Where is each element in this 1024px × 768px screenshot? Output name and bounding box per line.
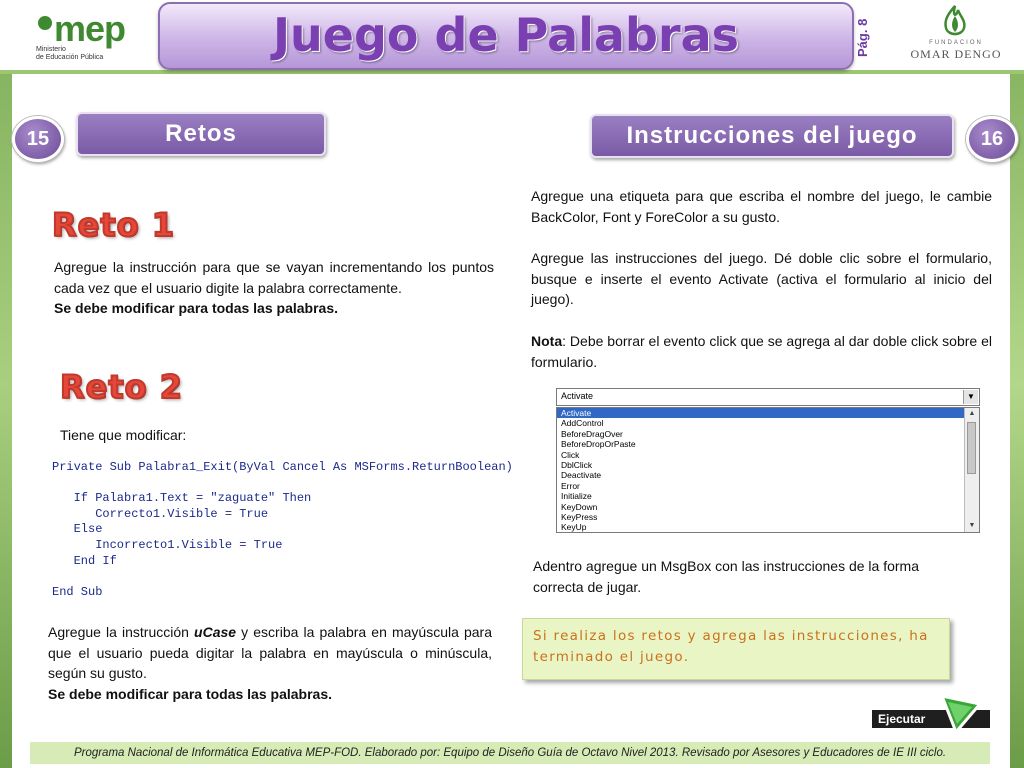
list-item[interactable]: KeyUp: [561, 522, 587, 533]
scroll-thumb[interactable]: [967, 422, 976, 474]
note-text: : Debe borrar el evento click que se agrega al dar doble click sobre el formulario.: [531, 333, 992, 370]
reto-1-title: Reto 1: [52, 206, 176, 244]
code-line: If Palabra1.Text = "zaguate" Then: [52, 491, 312, 506]
event-combo[interactable]: [556, 388, 980, 406]
list-item[interactable]: BeforeDragOver: [561, 428, 623, 439]
note-label: Nota: [531, 333, 563, 349]
title-banner: [158, 2, 854, 70]
scroll-down-icon[interactable]: ▼: [968, 522, 976, 529]
reto-1-instruction: Agregue la instrucción para que se vayan incrementando los puntos cada vez que el usuario digite la palabra correctamente.: [54, 259, 494, 296]
reto-2-text-after: y escriba la palabra en mayúscula para que el usuario pueda digitar la palabra en mayúscula o minúscula, según su gusto.: [48, 624, 493, 681]
mep-logo-subtitle: [36, 46, 146, 62]
reto-1-text: [54, 257, 494, 319]
reto-2-note: Se debe modificar para todas las palabras.: [48, 685, 332, 702]
footer-credits: Programa Nacional de Informática Educativa MEP-FOD. Elaborado por: Equipo de Diseño Guía de Octavo Nivel 2013. Revisado por Asesores y Educadores de IE III ciclo.: [30, 742, 990, 764]
reto-2-text-before: Agregue la instrucción: [48, 624, 195, 640]
reto-1-note: Se debe modificar para todas las palabras.: [54, 300, 338, 316]
page-header: [0, 0, 1024, 70]
chevron-down-icon[interactable]: ▼: [963, 390, 978, 404]
list-item[interactable]: Initialize: [561, 491, 592, 502]
list-item[interactable]: Deactivate: [561, 470, 602, 481]
omar-logo-top: FUNDACION: [929, 40, 983, 46]
code-line: Else: [52, 522, 103, 537]
tab-instrucciones: Instrucciones del juego: [590, 114, 954, 158]
mep-logo-mark-icon: [38, 16, 52, 30]
play-arrow-icon[interactable]: [938, 690, 984, 736]
mep-subtitle-line2: de Educación Pública: [36, 54, 104, 61]
list-item[interactable]: KeyPress: [561, 511, 598, 522]
reto-2-title: Reto 2: [60, 368, 184, 406]
instruction-msgbox: Adentro agregue un MsgBox con las instrucciones de la forma correcta de jugar.: [533, 558, 919, 595]
code-line: Incorrecto1.Visible = True: [52, 537, 283, 552]
mep-logo: [36, 10, 156, 66]
omar-logo-name: OMAR DENGO: [910, 47, 1002, 61]
right-border: [1010, 0, 1024, 768]
badge-15: 15: [12, 116, 64, 162]
code-line: Correcto1.Visible = True: [52, 506, 269, 521]
list-item[interactable]: BeforeDropOrPaste: [561, 439, 636, 450]
badge-16: 16: [966, 116, 1018, 162]
list-item[interactable]: DblClick: [561, 459, 593, 470]
flame-icon: [938, 4, 972, 40]
instruction-2: Agregue las instrucciones del juego. Dé doble clic sobre el formulario, busque e inserte el evento Activate (activa el formulario al inicio del juego).: [531, 250, 992, 307]
list-scrollbar[interactable]: [964, 408, 979, 532]
page-number-label: Pág. 8: [855, 18, 870, 58]
list-item[interactable]: Click: [561, 449, 580, 460]
completion-note: Si realiza los retos y agrega las instrucciones, ha terminado el juego.: [522, 618, 950, 680]
list-item[interactable]: Activate: [557, 408, 979, 418]
list-item[interactable]: AddControl: [561, 418, 604, 429]
list-item[interactable]: Error: [561, 480, 580, 491]
code-line: Private Sub Palabra1_Exit(ByVal Cancel As MSForms.ReturnBoolean): [52, 460, 513, 474]
reto-2-ucase: uCase: [194, 624, 237, 640]
tab-retos: Retos: [76, 112, 326, 156]
event-list[interactable]: [556, 407, 980, 533]
omar-dengo-logo: [910, 4, 1002, 66]
code-snippet: [52, 460, 512, 600]
instruction-note: [531, 331, 992, 372]
page-title: Juego de Palabras: [272, 8, 740, 62]
code-line: End If: [52, 553, 117, 568]
mep-logo-word: mep: [54, 8, 126, 49]
code-line: End Sub: [52, 584, 103, 599]
scroll-up-icon[interactable]: ▲: [968, 410, 976, 417]
mep-subtitle-line1: Ministerio: [36, 46, 66, 53]
reto-2-intro: Tiene que modificar:: [60, 427, 187, 443]
run-button[interactable]: Ejecutar: [872, 710, 990, 728]
reto-2-text: [48, 622, 492, 704]
list-item[interactable]: KeyDown: [561, 501, 598, 512]
event-combo-value: Activate: [561, 391, 594, 401]
instruction-1: Agregue una etiqueta para que escriba el nombre del juego, le cambie BackColor, Font y ForeColor a su gusto.: [531, 188, 992, 225]
left-border: [0, 0, 12, 768]
